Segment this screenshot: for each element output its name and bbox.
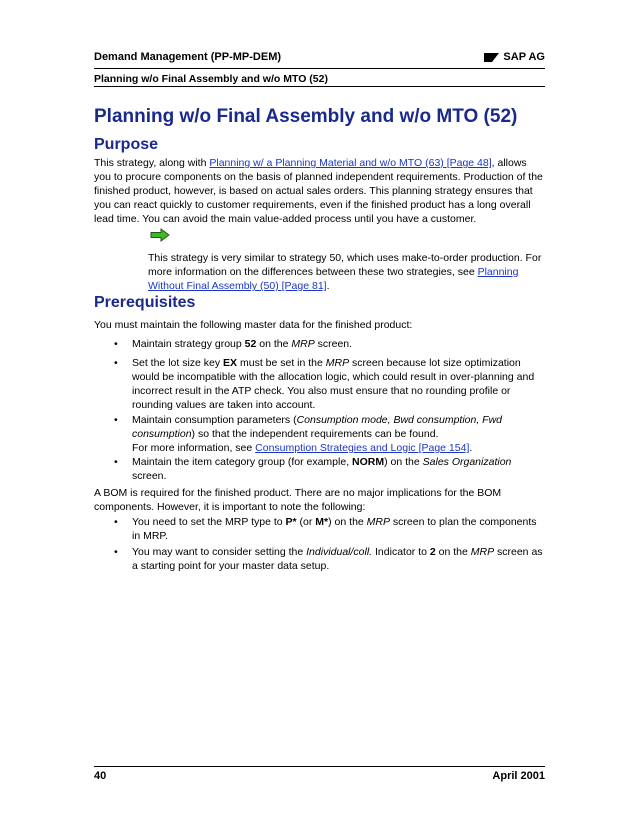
prerequisites-intro: You must maintain the following master data for the finished product: [94,319,413,331]
footer-divider [94,766,545,767]
header-topic: Planning w/o Final Assembly and w/o MTO (52) [94,73,328,85]
header-company-label: SAP AG [503,51,545,63]
text-run: screen. [132,470,167,482]
text-run: Sales Organization [422,456,512,468]
text-run: ) on the [328,516,367,528]
text-run: on the [256,338,292,350]
document-page [94,0,545,826]
text-run: Indicator to [372,546,430,558]
bullet-icon: • [114,414,118,426]
bullet-icon: • [114,516,118,528]
text-run: Maintain consumption parameters ( [132,414,297,426]
text-run: This strategy is very similar to strategy 50, which uses make-to-order production. For more information on the differences between these two strategies, see [148,252,542,278]
sap-logo-icon [484,53,499,62]
text-run: Maintain the item category group (for example, [132,456,353,468]
text-run: screen. [314,338,353,350]
list-item-text [132,545,545,573]
text-run: ) on the [384,456,423,468]
text-run: Set the lot size key [132,357,224,369]
header-company [484,51,545,63]
bullet-icon: • [114,338,118,350]
text-run: screen as a starting point for your master data setup. [132,546,543,572]
bullet-icon: • [114,357,118,369]
text-run: on the [435,546,471,558]
list-item-text [132,413,545,455]
footer-date: April 2001 [492,770,545,782]
header-divider [94,68,545,69]
text-run: screen because lot size optimization would be incompatible with the allocation logic, which could result in over-planning and incorrect result in the ATP check. You also must ensure that no rounding profile or rounding values are taken into account. [132,357,535,411]
purpose-paragraph [94,156,545,226]
prerequisites-heading: Prerequisites [94,294,196,311]
text-run: You need to set the MRP type to [132,516,286,528]
list-item-text [132,337,545,351]
consumption-strategies-link[interactable]: Consumption Strategies and Logic [Page 154] [255,442,470,454]
text-run: You may want to consider setting the [132,546,307,558]
text-run: screen to plan the components in MRP. [132,516,537,542]
text-run: . [326,280,330,292]
text-run: Consumption mode, Bwd consumption, Fwd consumption [132,414,503,440]
text-run: MRP [291,338,315,350]
text-run: MRP [470,546,495,558]
text-run: , allows you to procure components on the basis of planned independent requirements. Production of the finished product, however, is based on actual sales orders. This planning strategy ensures that you can react quickly to customer requirements, even if the finished product has a long overall lead time. You can avoid the main value-added process until you have a customer. [94,157,543,225]
planning-63-link[interactable]: Planning w/ a Planning Material and w/o MTO (63) [Page 48] [209,157,492,169]
text-run: ) so that the independent requirements can be found. [191,428,439,440]
text-run: (or [296,516,316,528]
page-number: 40 [94,770,107,782]
text-run: 52 [244,338,257,350]
text-run: MRP [325,357,350,369]
text-run: NORM [352,456,385,468]
header-section: Demand Management (PP-MP-DEM) [94,51,282,63]
text-run: must be set in the [237,357,326,369]
text-run: MRP [366,516,391,528]
bullet-icon: • [114,546,118,558]
page-title: Planning w/o Final Assembly and w/o MTO (52) [94,106,518,127]
text-run: . [469,442,473,454]
text-run: This strategy, along with [94,157,210,169]
bullet-icon: • [114,456,118,468]
list-item-text [132,356,545,412]
text-run: For more information, see [132,442,256,454]
text-run: EX [223,357,238,369]
bom-paragraph: A BOM is required for the finished product. There are no major implications for the BOM components. However, it is important to note the following: [94,487,502,513]
text-run: Maintain strategy group [132,338,245,350]
text-run: 2 [429,546,436,558]
note-arrow-icon [150,228,170,242]
planning-50-link[interactable]: Planning Without Final Assembly (50) [Page 81] [148,266,519,292]
list-item-text [132,455,545,483]
text-run: M* [315,516,329,528]
running-header [94,51,545,67]
list-item-text [132,515,545,543]
note-paragraph [148,251,545,293]
header-divider [94,86,545,87]
purpose-heading: Purpose [94,136,159,153]
text-run: Individual/coll. [306,546,373,558]
text-run: P* [285,516,297,528]
